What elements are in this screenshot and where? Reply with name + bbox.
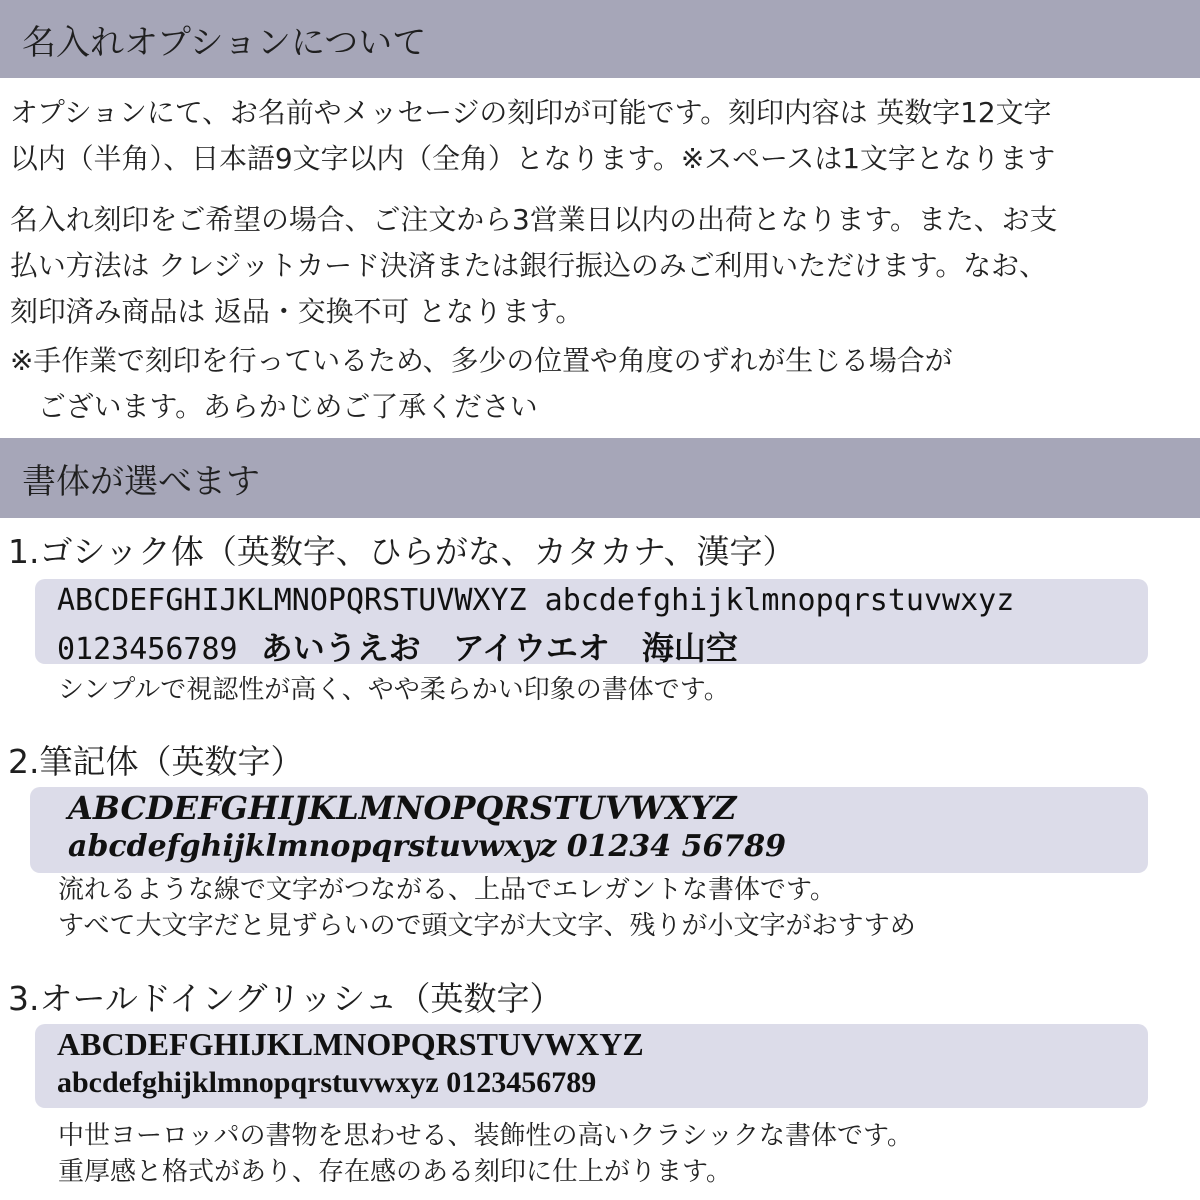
sample-lowercase-digits-line: abcdefghijklmnopqrstuvwxyz 01234 56789	[68, 829, 786, 864]
sample-uppercase-line: ABCDEFGHIJKLMNOPQRSTUVWXYZ	[57, 1026, 644, 1062]
paragraph-engraving-content	[10, 90, 1195, 182]
font-option-title-old-english: 3.オールドイングリッシュ（英数字）	[8, 979, 563, 1018]
section-header-engraving-option	[0, 0, 1200, 78]
sample-digits: 0123456789	[57, 632, 238, 667]
text-line: 以内（半角）、日本語9文字以内（全角）となります。※スペースは1文字となります	[10, 142, 1056, 175]
font-sample-box-script	[30, 787, 1148, 873]
font-description-gothic	[58, 672, 730, 708]
font-option-title-gothic: 1.ゴシック体（英数字、ひらがな、カタカナ、漢字）	[8, 532, 796, 571]
description-line: 流れるような線で文字がつながる、上品でエレガントな書体です。	[58, 875, 836, 905]
section-header-font-choice	[0, 438, 1200, 518]
sample-digits-japanese-line	[57, 623, 738, 669]
font-option-title-script: 2.筆記体（英数字）	[8, 742, 304, 781]
text-line: オプションにて、お名前やメッセージの刻印が可能です。刻印内容は 英数字12文字	[10, 96, 1052, 129]
description-line: 中世ヨーロッパの書物を思わせる、装飾性の高いクラシックな書体です。	[58, 1121, 913, 1151]
section-title: 書体が選べます	[22, 461, 260, 502]
sample-japanese: あいうえお アイウエオ 海山空	[260, 629, 738, 667]
paragraph-shipping-payment	[10, 197, 1195, 335]
section-title: 名入れオプションについて	[22, 22, 427, 63]
font-sample-box-gothic	[35, 579, 1148, 667]
description-line: 重厚感と格式があり、存在感のある刻印に仕上がります。	[58, 1157, 732, 1187]
paragraph-handwork-notice	[10, 338, 1195, 430]
text-line: ※手作業で刻印を行っているため、多少の位置や角度のずれが生じる場合が	[10, 344, 953, 377]
description-line: すべて大文字だと見ずらいので頭文字が大文字、残りが小文字がおすすめ	[58, 911, 916, 941]
text-line: 刻印済み商品は 返品・交換不可 となります。	[10, 295, 584, 328]
text-line: ございます。あらかじめご了承ください	[37, 390, 538, 423]
sample-lowercase-digits-line: abcdefghijklmnopqrstuvwxyz 0123456789	[57, 1066, 597, 1099]
font-sample-box-old-english	[35, 1024, 1148, 1108]
sample-alphabet-line: ABCDEFGHIJKLMNOPQRSTUVWXYZ abcdefghijklmnopqrstuvwxyz	[57, 583, 1015, 618]
text-line: 払い方法は クレジットカード決済または銀行振込のみご利用いただけます。なお、	[10, 249, 1047, 282]
font-description-old-english	[58, 1118, 913, 1190]
font-description-script	[58, 872, 916, 944]
text-line: 名入れ刻印をご希望の場合、ご注文から3営業日以内の出荷となります。また、お支	[10, 203, 1058, 236]
sample-uppercase-line: ABCDEFGHIJKLMNOPQRSTUVWXYZ	[68, 789, 737, 827]
description-line: シンプルで視認性が高く、やや柔らかい印象の書体です。	[58, 675, 730, 705]
